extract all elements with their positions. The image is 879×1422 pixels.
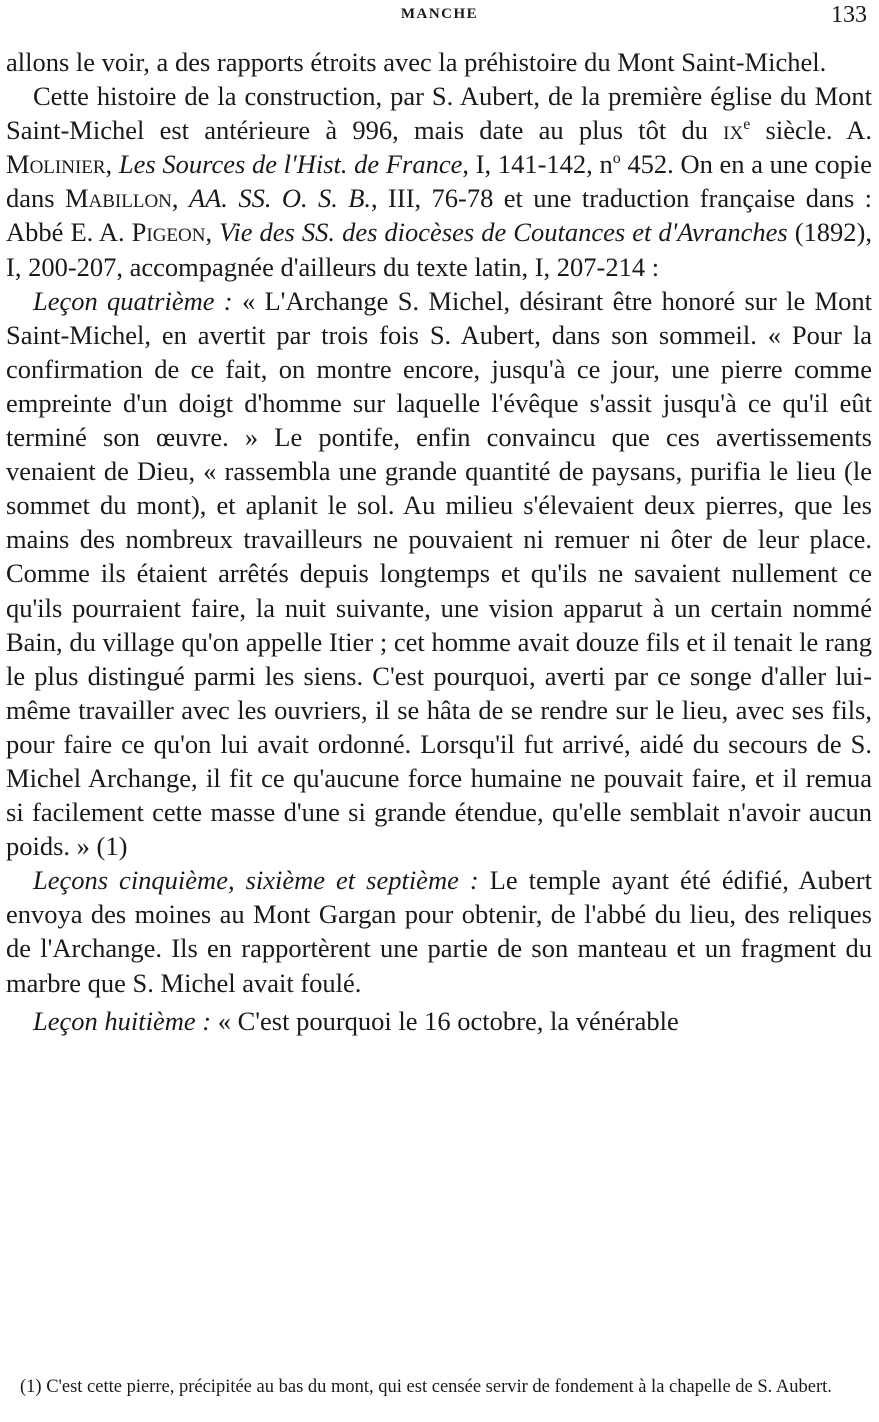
author-name: Pigeon (131, 217, 206, 248)
work-title: Vie des SS. des diocèses de Coutances et d'Avranches (219, 217, 788, 248)
lesson-label: Leçons cinquième, sixième et septième : (33, 865, 479, 896)
lesson-label: Leçon huitième : (33, 1005, 212, 1036)
lesson-label: Leçon quatrième : (33, 285, 233, 316)
main-text (6, 45, 872, 1038)
footnote-text: (1) C'est cette pierre, précipitée au bas du mont, qui est censée servir de fondement à la chapelle de S. Aubert. (20, 1377, 832, 1397)
author-name: Mabillon (64, 183, 172, 214)
paragraph-1: allons le voir, a des rapports étroits avec la préhistoire du Mont Saint-Michel. (6, 47, 827, 77)
paragraph-lecons-cinq-sept: Leçons cinquième, sixième et septième : Le temple ayant été édifié, Aubert envoya des moines au Mont Gargan pour obtenir, de l'abbé du lieu, des reliques de l'Archange. Ils en rapportèrent une partie de son manteau et un fragment du marbre que S. Michel avait foulé. (6, 865, 872, 998)
running-title: MANCHE (400, 6, 479, 22)
century-superscript: e (743, 116, 751, 134)
page-number: 133 (831, 2, 867, 28)
footnote (6, 1376, 872, 1399)
century-numeral: ix (723, 115, 744, 146)
paragraph-lecon-quatrieme: Leçon quatrième : « L'Archange S. Michel, désirant être honoré sur le Mont Saint-Michel, en avertit par trois fois S. Aubert, dans son sommeil. « Pour la confirmation de ce fait, on montre encore, jusqu'à ce jour, une pierre comme empreinte d'un doigt d'homme sur laquelle l'évêque s'assit jusqu'à ce qu'il eût terminé son œuvre. » Le pontife, enfin convaincu que ces avertissements venaient de Dieu, « rassembla une grande quantité de paysans, purifia le lieu (le sommet du mont), et aplanit le sol. Au milieu s'élevaient deux pierres, que les mains des nombreux travailleurs ne pouvaient ni remuer ni ôter de leur place. Comme ils étaient arrêtés depuis longtemps et qu'ils ne savaient nullement ce qu'ils pourraient faire, la nuit suivante, une vision apparut à un certain nommé Bain, du village qu'on appelle Itier ; cet homme avait douze fils et il tenait le rang le plus distingué parmi les siens. C'est pourquoi, averti par ce songe d'aller lui-même travailler avec les ouvriers, il se hâta de se rendre sur le lieu, avec ses fils, pour faire ce qu'on lui avait ordonné. Lorsqu'il fut arrivé, aidé du secours de S. Michel Archange, il fit ce qu'aucune force humaine ne pouvait faire, et il remua si facilement cette masse d'une si grande étendue, qu'elle semblait n'avoir aucun poids. » (1) (6, 285, 872, 862)
author-name: Molinier (6, 149, 106, 180)
work-title: Les Sources de l'Hist. de France (118, 149, 463, 180)
number-superscript: o (612, 150, 621, 168)
paragraph-2: Cette histoire de la construction, par S. Aubert, de la première église du Mont Saint-Michel est antérieure à 996, mais date au plus tôt du $ix^e$ siècle. A. Molinier, Les Sources de l'Hist. de France, I, 141-142, $n^o$ 452. On en a une copie dans Mabillon, AA. SS. O. S. B., III, 76-78 et une traduction française dans : Abbé E. A. Pigeon, Vie des SS. des diocèses de Coutances et d'Avranches (1892), I, 200-207, accompagnée d'ailleurs du texte latin, I, 207-214 : (6, 81, 873, 282)
page-header (0, 2, 879, 28)
work-title: AA. SS. O. S. B. (188, 183, 372, 214)
paragraph-lecon-huitieme: Leçon huitième : « C'est pourquoi le 16 octobre, la vénérable (33, 1005, 679, 1036)
